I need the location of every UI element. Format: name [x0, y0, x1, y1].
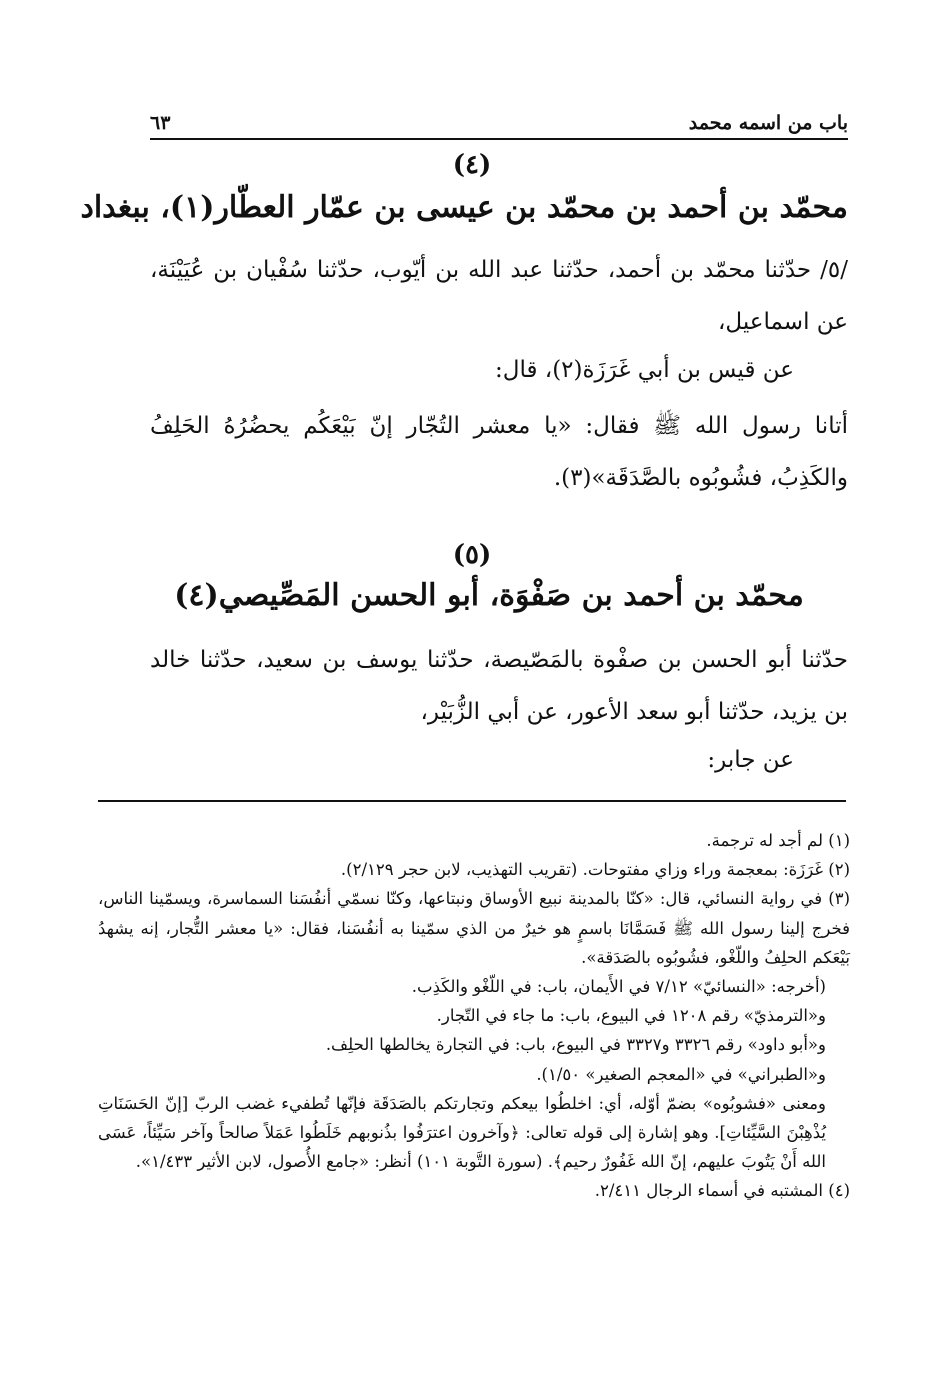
running-header [150, 100, 848, 134]
footnote-3-source-3: و«أبو داود» رقم ٣٣٢٦ و٣٣٢٧ في البيوع، باب: في التجارة يخالطها الحلِف. [325, 1035, 826, 1055]
running-title: باب من اسمه محمد [688, 112, 848, 134]
footnote-3-source-2: و«الترمذيّ» رقم ١٢٠٨ في البيوع، باب: ما جاء في التّجار. [436, 1006, 826, 1026]
footnote-3-source-4: و«الطبراني» في «المعجم الصغير» ١/٥٠). [536, 1064, 826, 1084]
footnote-1: (١) لم أجد له ترجمة. [706, 831, 850, 850]
entry-5-title: محمّد بن أحمد بن صَفْوَة، أبو الحسن المَصِّيصي(٤) [174, 578, 804, 613]
footnote-3: (٣) في رواية النسائي، قال: «كنّا بالمدينة نبيع الأوساق ونبتاعها، وكنّا نسمّي أنفُسَنا السماسرة، ويسمّينا الناس، فخرج إلينا رسول الله ﷺ فَسَمَّانَا باسمٍ هو خيرٌ من الذي سمّينا به أنفُسَنا، فقال: «يا معشر التُّجار، إنه يشهدُ بَيْعَكم الحلِفُ واللّغْو، فشُوبُوه بالصَدَقة». [98, 889, 850, 967]
entry-4-hadith: أتانا رسول الله ﷺ فقال: «يا معشر التُجّار إنّ بَيْعَكُم يحضُرُهُ الحَلِفُ والكَذِبُ، فشُوبُوه بالصَّدَقَة»(٣). [150, 413, 848, 491]
entry-5-chain: حدّثنا أبو الحسن بن صفْوة بالمَصّيصة، حدّثنا يوسف بن سعيد، حدّثنا خالد بن يزيد، حدّثنا أبو سعد الأعور، عن أبي الزُّبَيْر، [150, 647, 848, 725]
entry-4-narrator: عن قيس بن أبي غَرَزَة(٢)، قال: [495, 357, 794, 383]
entry-5-number: (٥) [452, 540, 492, 570]
entry-4-title: محمّد بن أحمد بن محمّد بن عيسى بن عمّار العطّار(١)، ببغداد [80, 190, 848, 225]
page-number: ٦٣ [150, 112, 171, 134]
footnotes [98, 826, 850, 1206]
header-divider [150, 138, 848, 140]
footnote-divider [98, 800, 846, 802]
footnote-3-source-1: (أخرجه: «النسائيّ» ٧/١٢ في الأَيمان، باب: في اللّغْو والكَذِب. [411, 977, 826, 997]
footnote-3-meaning: ومعنى «فشوبُوه» بضمّ أوّله، أي: اخلطُوا بيعكم وتجارتكم بالصَدَقَة فإنّها تُطفيء غضب الربّ [إنّ الحَسَنَاتِ يُذْهِبْنَ السَّيِّئاتِ]. وهو إشارة إلى قوله تعالى: ﴿وآخرون اعترَفُوا بذُنوبهم خَلَطُوا عَمَلاً صالحاً وآخر سَيِّئاً، عَسَى الله أَنْ يَتُوبَ عليهم، إنّ الله غَفُورٌ رحيم﴾. (سورة التَّوبة ١٠١) أنظر: «جامع الأُصول، لابن الأثير ١/٤٣٣». [98, 1093, 826, 1172]
entry-4-number: (٤) [452, 150, 492, 180]
footnote-4: (٤) المشتبه في أسماء الرجال ٢/٤١١. [594, 1181, 850, 1201]
entry-5-narrator: عن جابر: [707, 747, 794, 773]
footnote-2: (٢) غَرَزَة: بمعجمة وراء وزاي مفتوحات. (تقريب التهذيب، لابن حجر ٢/١٢٩). [340, 860, 850, 880]
entry-4-chain: /٥/ حدّثنا محمّد بن أحمد، حدّثنا عبد الله بن أيّوب، حدّثنا سُفْيان بن عُيَيْنَة، عن اسماعيل، [150, 257, 848, 335]
